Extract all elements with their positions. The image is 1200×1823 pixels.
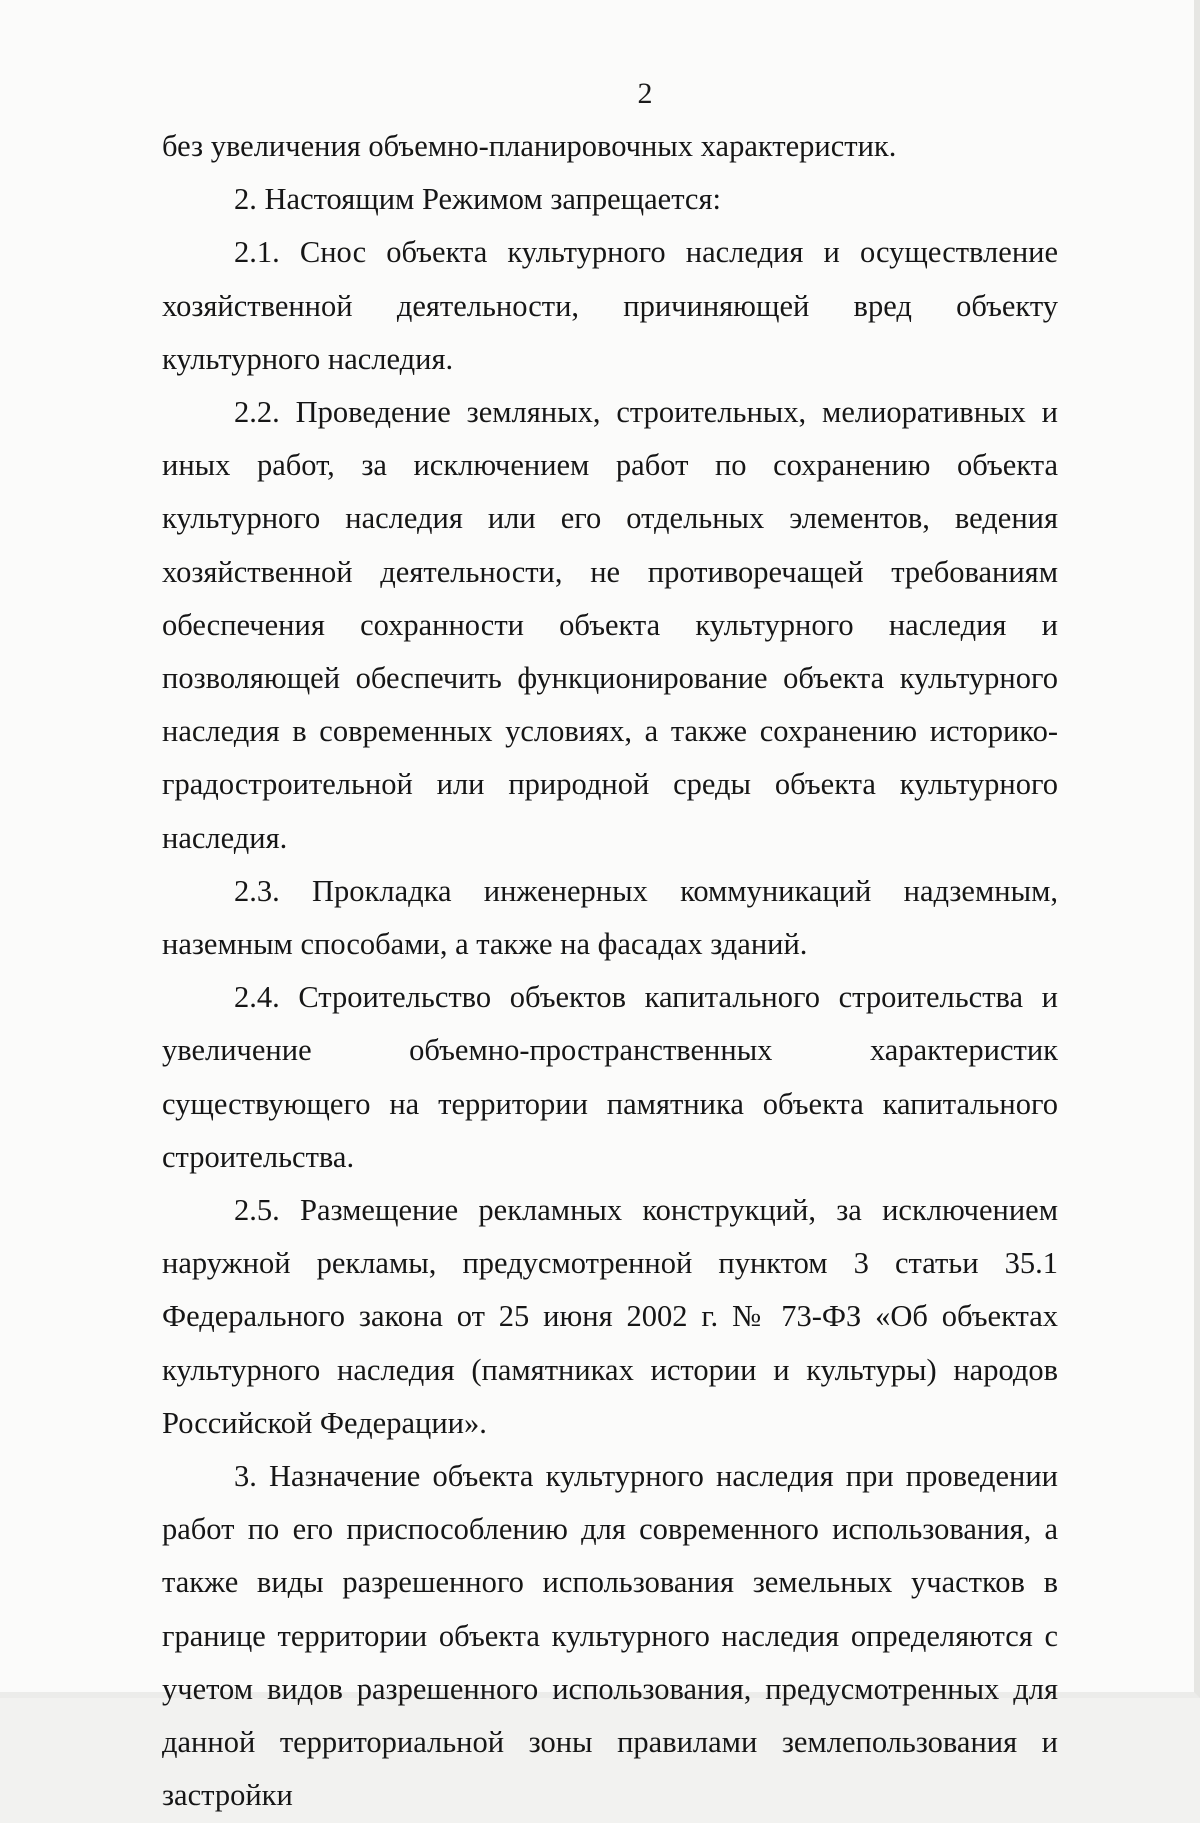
page-number: 2 (637, 77, 653, 110)
paragraph-clause-2-1: 2.1. Снос объекта культурного наследия и осуществление хозяйственной деятельности, причиняющей вред объекту культурного наследия. (162, 235, 1058, 376)
document-body (162, 120, 1058, 1823)
paragraph-clause-2-4: 2.4. Строительство объектов капитального строительства и увеличение объемно-пространственных характеристик существующего на территории памятника объекта капитального строительства. (162, 980, 1058, 1174)
paragraph-clause-2-5: 2.5. Размещение рекламных конструкций, за исключением наружной рекламы, предусмотренной пунктом 3 статьи 35.1 Федерального закона от 25 июня 2002 г. № 73-ФЗ «Об объектах культурного наследия (памятниках истории и культуры) народов Российской Федерации». (162, 1193, 1058, 1440)
paragraph-clause-2-3: 2.3. Прокладка инженерных коммуникаций надземным, наземным способами, а также на фасадах зданий. (162, 873, 1058, 962)
paragraph-clause-3: 3. Назначение объекта культурного наследия при проведении работ по его приспособлению для современного использования, а также виды разрешенного использования земельных участков в границе территории объекта культурного наследия определяются с учетом видов разрешенного использования, предусмотренных для данной территориальной зоны правилами землепользования и застройки (162, 1459, 1058, 1813)
paragraph-continuation: без увеличения объемно-планировочных характеристик. (162, 129, 897, 163)
paragraph-clause-2-2: 2.2. Проведение земляных, строительных, мелиоративных и иных работ, за исключением работ по сохранению объекта культурного наследия или его отдельных элементов, ведения хозяйственной деятельности, не противоречащей требованиям обеспечения сохранности объекта культурного наследия и позволяющей обеспечить функционирование объекта культурного наследия в современных условиях, а также сохранению историко-градостроительной или природной среды объекта культурного наследия. (162, 395, 1058, 855)
paragraph-clause-2: 2. Настоящим Режимом запрещается: (234, 182, 721, 217)
